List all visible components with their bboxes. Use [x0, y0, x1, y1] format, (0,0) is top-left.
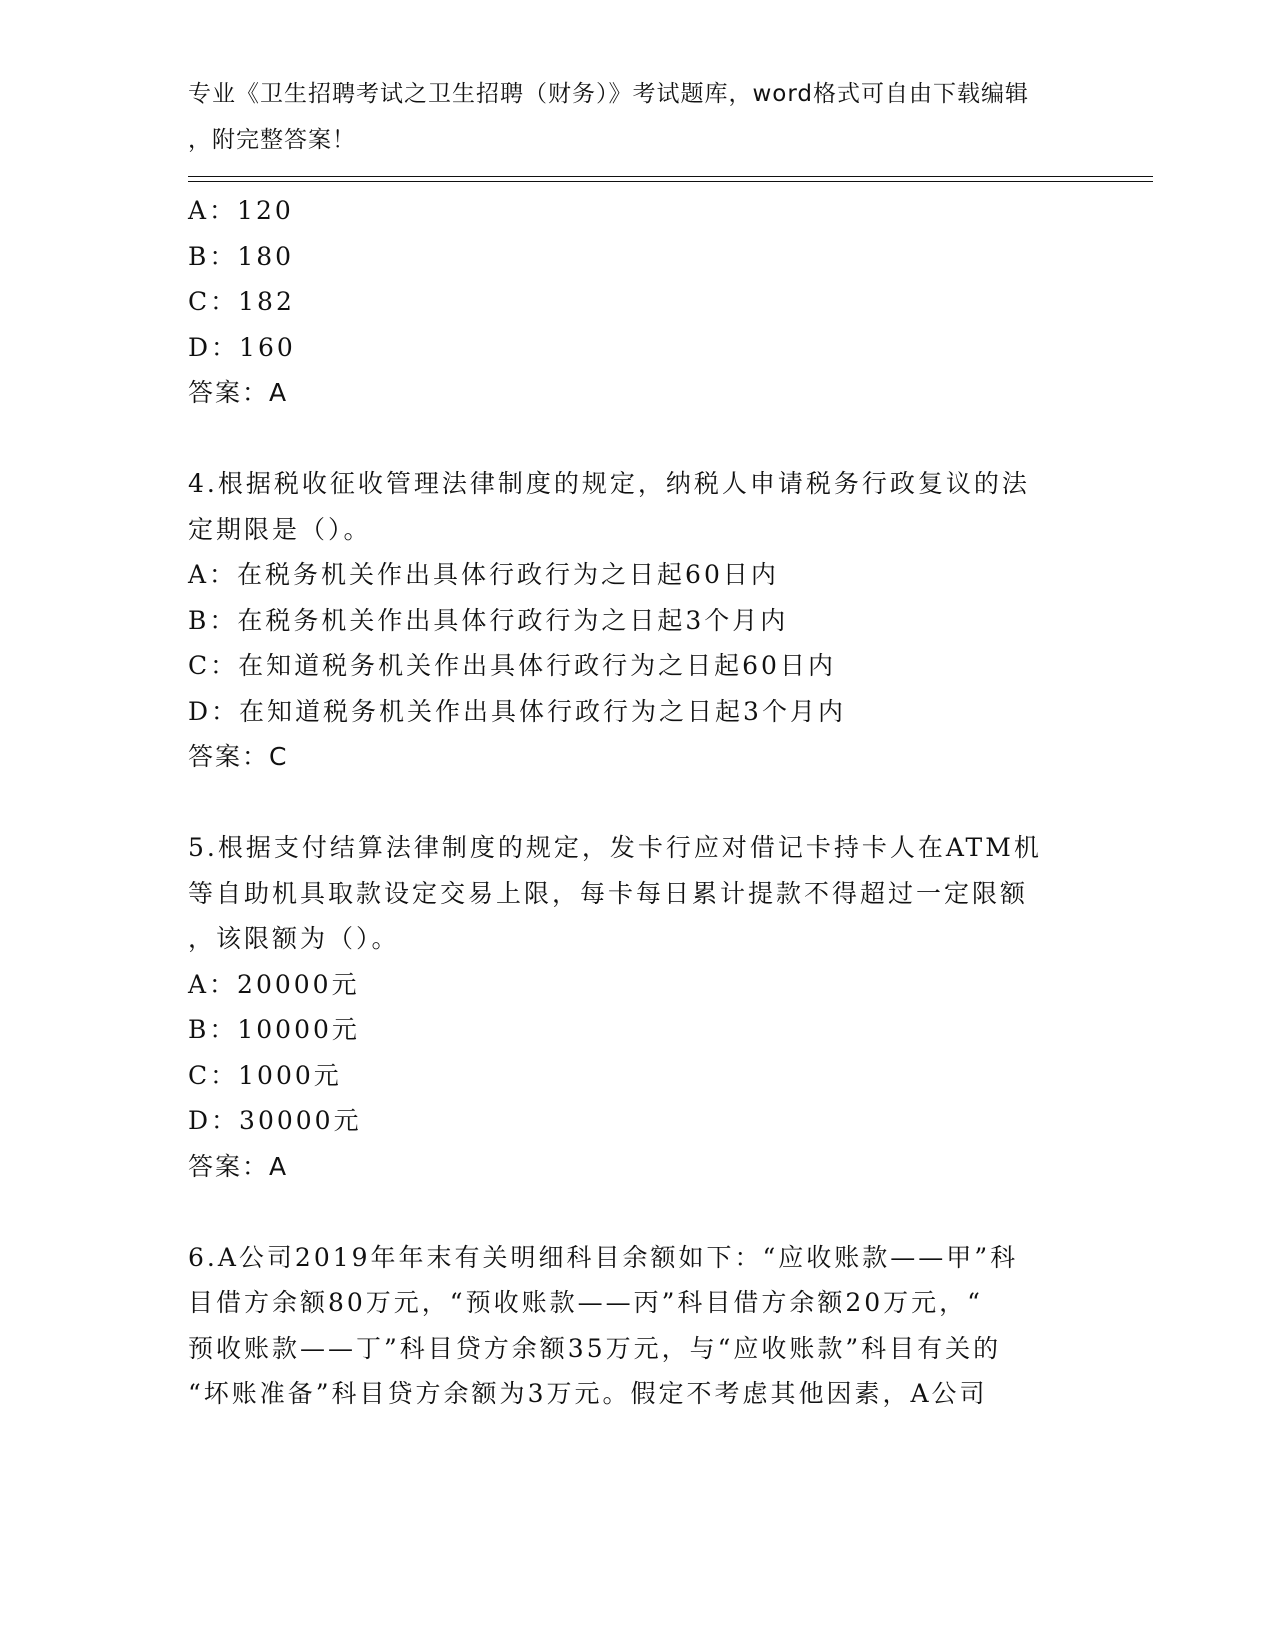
- question-stem-line: 等自助机具取款设定交易上限，每卡每日累计提款不得超过一定限额: [188, 878, 1029, 908]
- question-stem-line: 5.根据支付结算法律制度的规定，发卡行应对借记卡持卡人在ATM机: [188, 833, 1042, 862]
- option-d: D：160: [188, 332, 296, 362]
- option-a: A：在税务机关作出具体行政行为之日起60日内: [188, 560, 779, 589]
- option-b: B：10000元: [188, 1015, 360, 1044]
- header-line-1: 专业《卫生招聘考试之卫生招聘（财务）》考试题库，word格式可自由下载编辑: [188, 81, 1030, 107]
- question-content: [188, 188, 1088, 1417]
- header-line-2: ，附完整答案！: [188, 126, 356, 153]
- question-stem-line: ，该限额为（）。: [188, 924, 400, 953]
- spacer: [188, 1189, 1088, 1235]
- question-stem-line: 目借方余额80万元，“预收账款——丙”科目借方余额20万元，“: [188, 1288, 983, 1317]
- option-a: A：20000元: [188, 969, 360, 999]
- question-stem-line: “坏账准备”科目贷方余额为3万元。假定不考虑其他因素，A公司: [188, 1379, 988, 1408]
- question-stem-line: 定期限是（）。: [188, 514, 372, 544]
- document-header: [188, 72, 1068, 163]
- question-stem-line: 4.根据税收征收管理法律制度的规定，纳税人申请税务行政复议的法: [188, 469, 1030, 498]
- question-5: [188, 825, 1088, 1189]
- option-b: B：180: [188, 241, 295, 271]
- answer-line: 答案：C: [188, 742, 289, 771]
- option-d: D：在知道税务机关作出具体行政行为之日起3个月内: [188, 696, 846, 726]
- header-divider-bottom: [188, 181, 1153, 182]
- spacer: [188, 780, 1088, 826]
- option-d: D：30000元: [188, 1106, 362, 1135]
- question-stem-line: 预收账款——丁”科目贷方余额35万元，与“应收账款”科目有关的: [188, 1333, 1002, 1363]
- option-c: C：1000元: [188, 1060, 342, 1090]
- option-b: B：在税务机关作出具体行政行为之日起3个月内: [188, 605, 789, 635]
- option-a: A：120: [188, 196, 294, 225]
- header-divider-top: [188, 176, 1153, 177]
- answer-line: 答案：A: [188, 378, 289, 407]
- option-c: C：182: [188, 287, 295, 316]
- question-6: [188, 1235, 1088, 1417]
- question-3: [188, 188, 1088, 416]
- option-c: C：在知道税务机关作出具体行政行为之日起60日内: [188, 651, 836, 680]
- question-4: [188, 461, 1088, 780]
- answer-line: 答案：A: [188, 1151, 289, 1181]
- question-stem-line: 6.A公司2019年年末有关明细科目余额如下：“应收账款——甲”科: [188, 1242, 1019, 1272]
- spacer: [188, 416, 1088, 462]
